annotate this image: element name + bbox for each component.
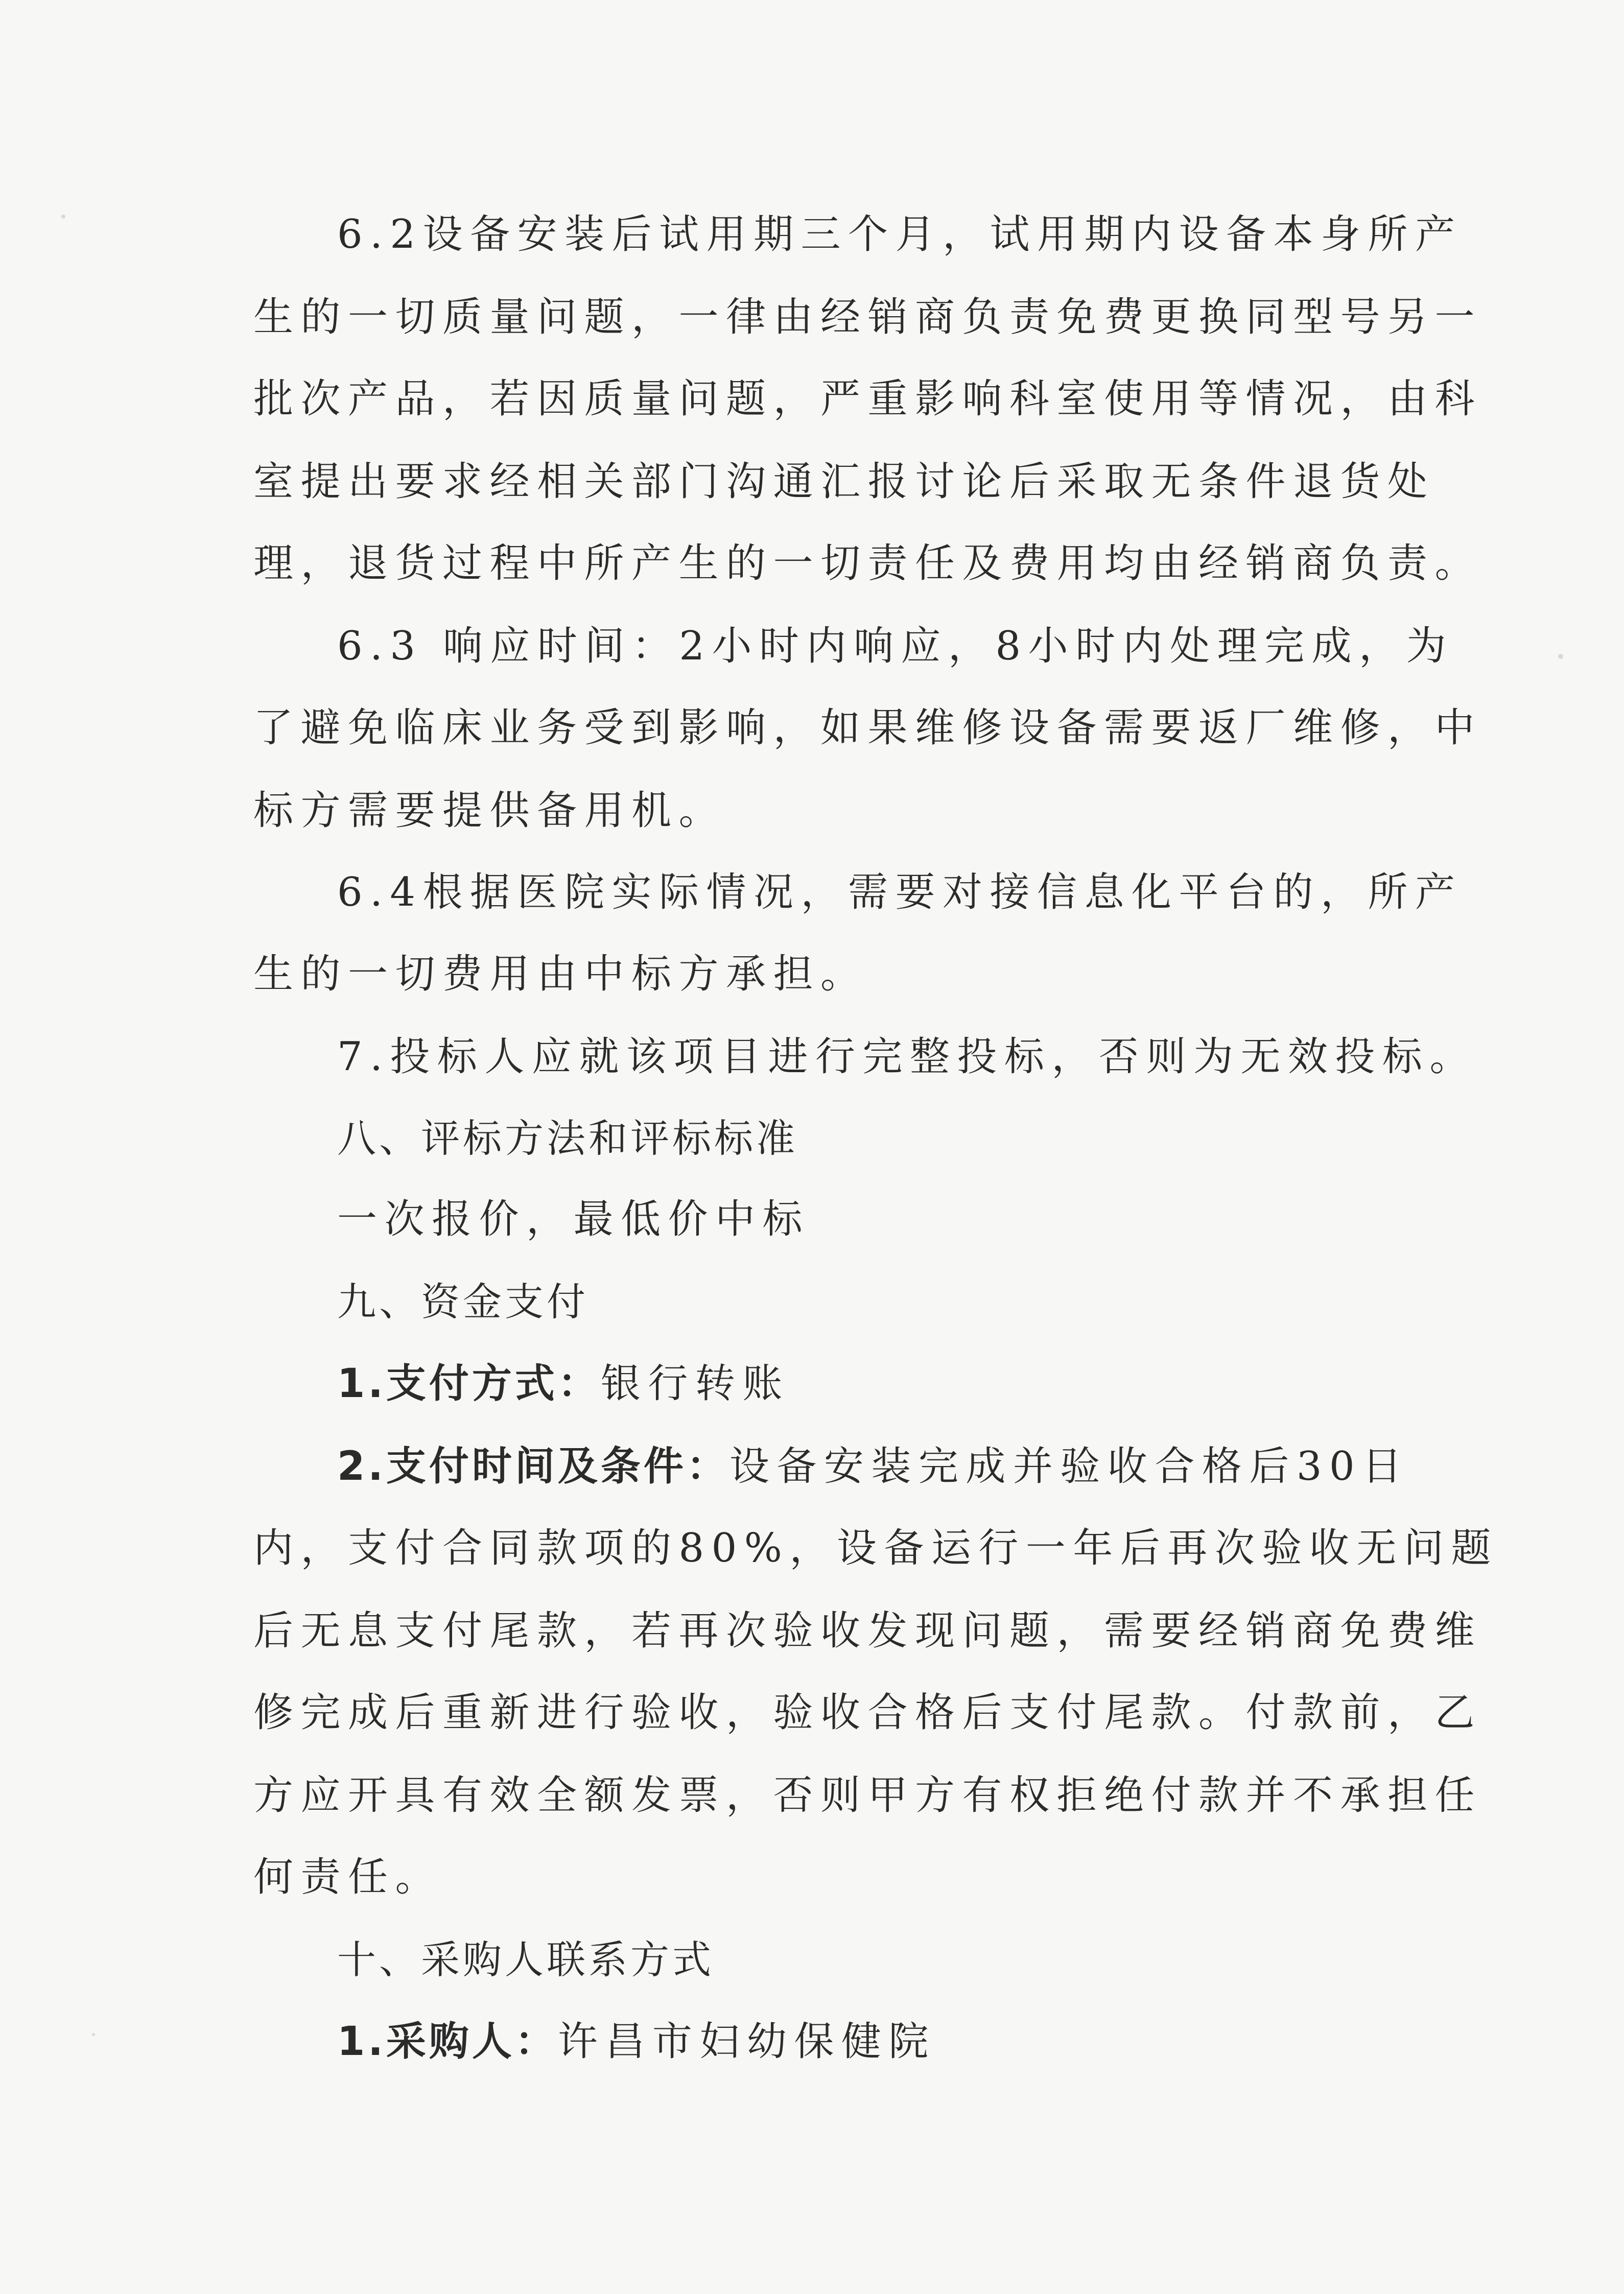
text-line: 批次产品，若因质量问题，严重影响科室使用等情况，由科 [253,376,1482,422]
payment-terms-label: 2.支付时间及条件： [337,1444,729,1489]
text-line: 修完成后重新进行验收，验收合格后支付尾款。付款前，乙 [253,1690,1482,1736]
payment-method-value: 银行转账 [600,1361,790,1407]
text-line-6-4: 6.4根据医院实际情况，需要对接信息化平台的，所产 [337,869,1463,915]
section-heading-8: 八、评标方法和评标标准 [337,1116,798,1161]
scan-speck [1558,654,1563,659]
text-line: 方应开具有效全额发票，否则甲方有权拒绝付款并不承担任 [253,1772,1482,1818]
text-line: 内，支付合同款项的80%，设备运行一年后再次验收无问题 [253,1525,1498,1571]
purchaser-line [253,2000,1468,2083]
payment-method-line [253,1342,1468,1425]
text-line: 生的一切质量问题，一律由经销商负责免费更换同型号另一 [253,294,1482,340]
payment-terms-line [253,1425,1409,1508]
payment-method-label: 1.支付方式： [337,1361,601,1407]
purchaser-label: 1.采购人： [337,2019,558,2065]
text-line: 标方需要提供备用机。 [253,788,726,834]
section-heading-9: 九、资金支付 [337,1279,589,1325]
text-line-7: 7.投标人应就该项目进行完整投标，否则为无效投标。 [337,1034,1477,1080]
text-line: 了避免临床业务受到影响，如果维修设备需要返厂维修，中 [253,705,1482,751]
text-line: 生的一切费用由中标方承担。 [253,951,868,997]
text-line: 后无息支付尾款，若再次验收发现问题，需要经销商免费维 [253,1608,1482,1654]
purchaser-value: 许昌市妇幼保健院 [557,2019,936,2065]
text-line: 何责任。 [253,1854,443,1900]
text-line: 室提出要求经相关部门沟通汇报讨论后采取无条件退货处 [253,459,1435,505]
text-line: 理，退货过程中所产生的一切责任及费用均由经销商负责。 [253,540,1482,586]
scan-speck [61,215,65,219]
evaluation-method-text: 一次报价，最低价中标 [337,1196,810,1242]
scan-speck [92,2033,95,2036]
payment-terms-first: 设备安装完成并验收合格后30日 [729,1444,1409,1489]
text-line-6-2: 6.2设备安装后试用期三个月，试用期内设备本身所产 [337,211,1463,257]
text-line-6-3: 6.3 响应时间：2小时内响应，8小时内处理完成，为 [337,623,1454,669]
section-heading-10: 十、采购人联系方式 [337,1937,714,1982]
